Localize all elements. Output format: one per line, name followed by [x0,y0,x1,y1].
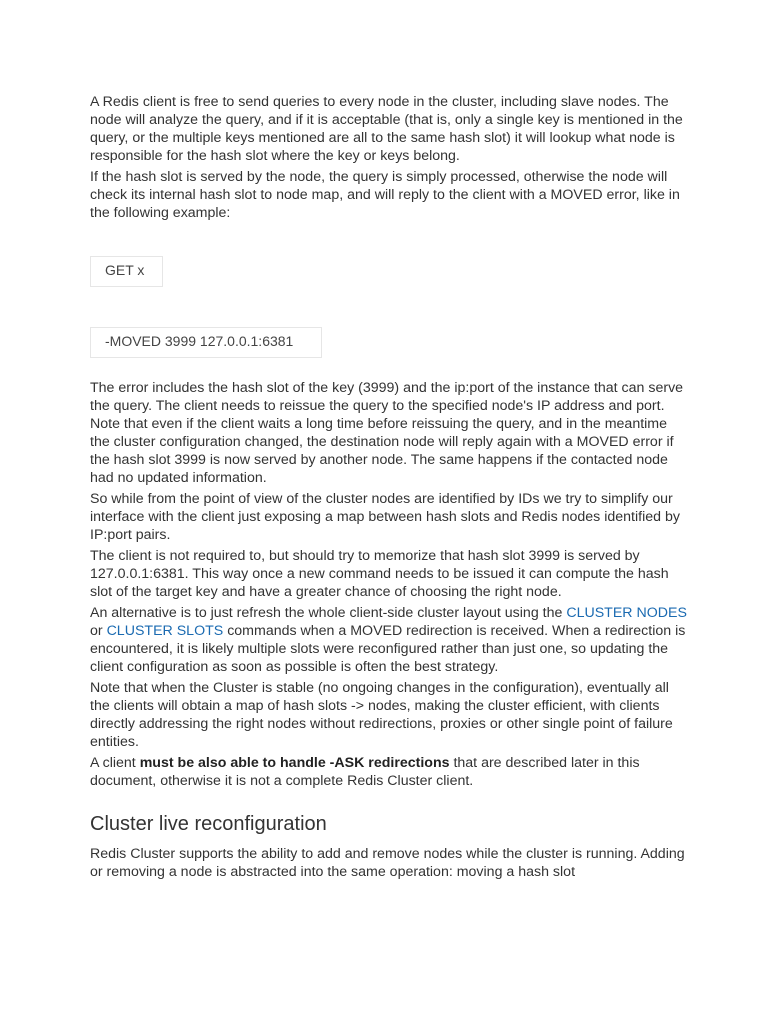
paragraph-ids-interface: So while from the point of view of the cluster nodes are identified by IDs we try to simplify our interface with the client just exposing a map between hash slots and Redis nodes identified by IP:port pairs. [90,491,680,543]
link-cluster-slots[interactable]: CLUSTER SLOTS [106,623,224,639]
ask-text-bold: must be also able to handle -ASK redirections [139,755,450,771]
paragraph-cluster-stable: Note that when the Cluster is stable (no ongoing changes in the configuration), eventually all the clients will obtain a map of hash slots -> nodes, making the cluster efficient, with clients directly addressing the right nodes without redirections, proxies or other single point of failure entities. [90,680,673,750]
code-moved-response: -MOVED 3999 127.0.0.1:6381 [90,327,322,358]
paragraph-ask-redirections [90,754,690,790]
refresh-text-pre: An alternative is to just refresh the whole client-side cluster layout using the [90,605,567,621]
code-get-x: GET x [90,256,163,287]
paragraph-memorize-slot: The client is not required to, but should try to memorize that hash slot 3999 is served by 127.0.0.1:6381. This way once a new command needs to be issued it can compute the hash slot of the target key and have a greater chance of choosing the right node. [90,548,669,600]
paragraph-live-reconfig: Redis Cluster supports the ability to add and remove nodes while the cluster is running. Adding or removing a node is abstracted into the same operation: moving a hash slot [90,846,685,880]
section-heading: Cluster live reconfiguration [90,813,327,835]
article-content [90,93,690,884]
paragraph-error-includes: The error includes the hash slot of the key (3999) and the ip:port of the instance that can serve the query. The client needs to reissue the query to the specified node's IP address and port. Note that even if the client waits a long time before reissuing the query, and in the meantime the cluster configuration changed, the destination node will reply again with a MOVED error if the hash slot 3999 is now served by another node. The same happens if the contacted node had no updated information. [90,380,684,486]
code-block-get [90,225,690,287]
link-cluster-nodes[interactable]: CLUSTER NODES [566,605,687,621]
ask-text-pre: A client [90,755,140,771]
ask-text-post: that are described later in this document, otherwise it is not a complete Redis Cluster client. [90,755,640,789]
refresh-text-post: commands when a MOVED redirection is received. When a redirection is encountered, it is likely multiple slots were reconfigured rather than just one, so updating the client configuration as soon as possible is often the best strategy. [90,623,686,675]
paragraph-moved-error: If the hash slot is served by the node, the query is simply processed, otherwise the node will check its internal hash slot to node map, and will reply to the client with a MOVED error, like in the following example: [90,169,680,221]
code-block-moved [90,287,690,358]
refresh-text-mid: or [90,623,107,639]
paragraph-refresh-layout [90,604,690,676]
paragraph-client-queries: A Redis client is free to send queries to every node in the cluster, including slave nodes. The node will analyze the query, and if it is acceptable (that is, only a single key is mentioned in the query, or the multiple keys mentioned are all to the same hash slot) it will lookup what node is responsible for the hash slot where the key or keys belong. [90,94,683,164]
